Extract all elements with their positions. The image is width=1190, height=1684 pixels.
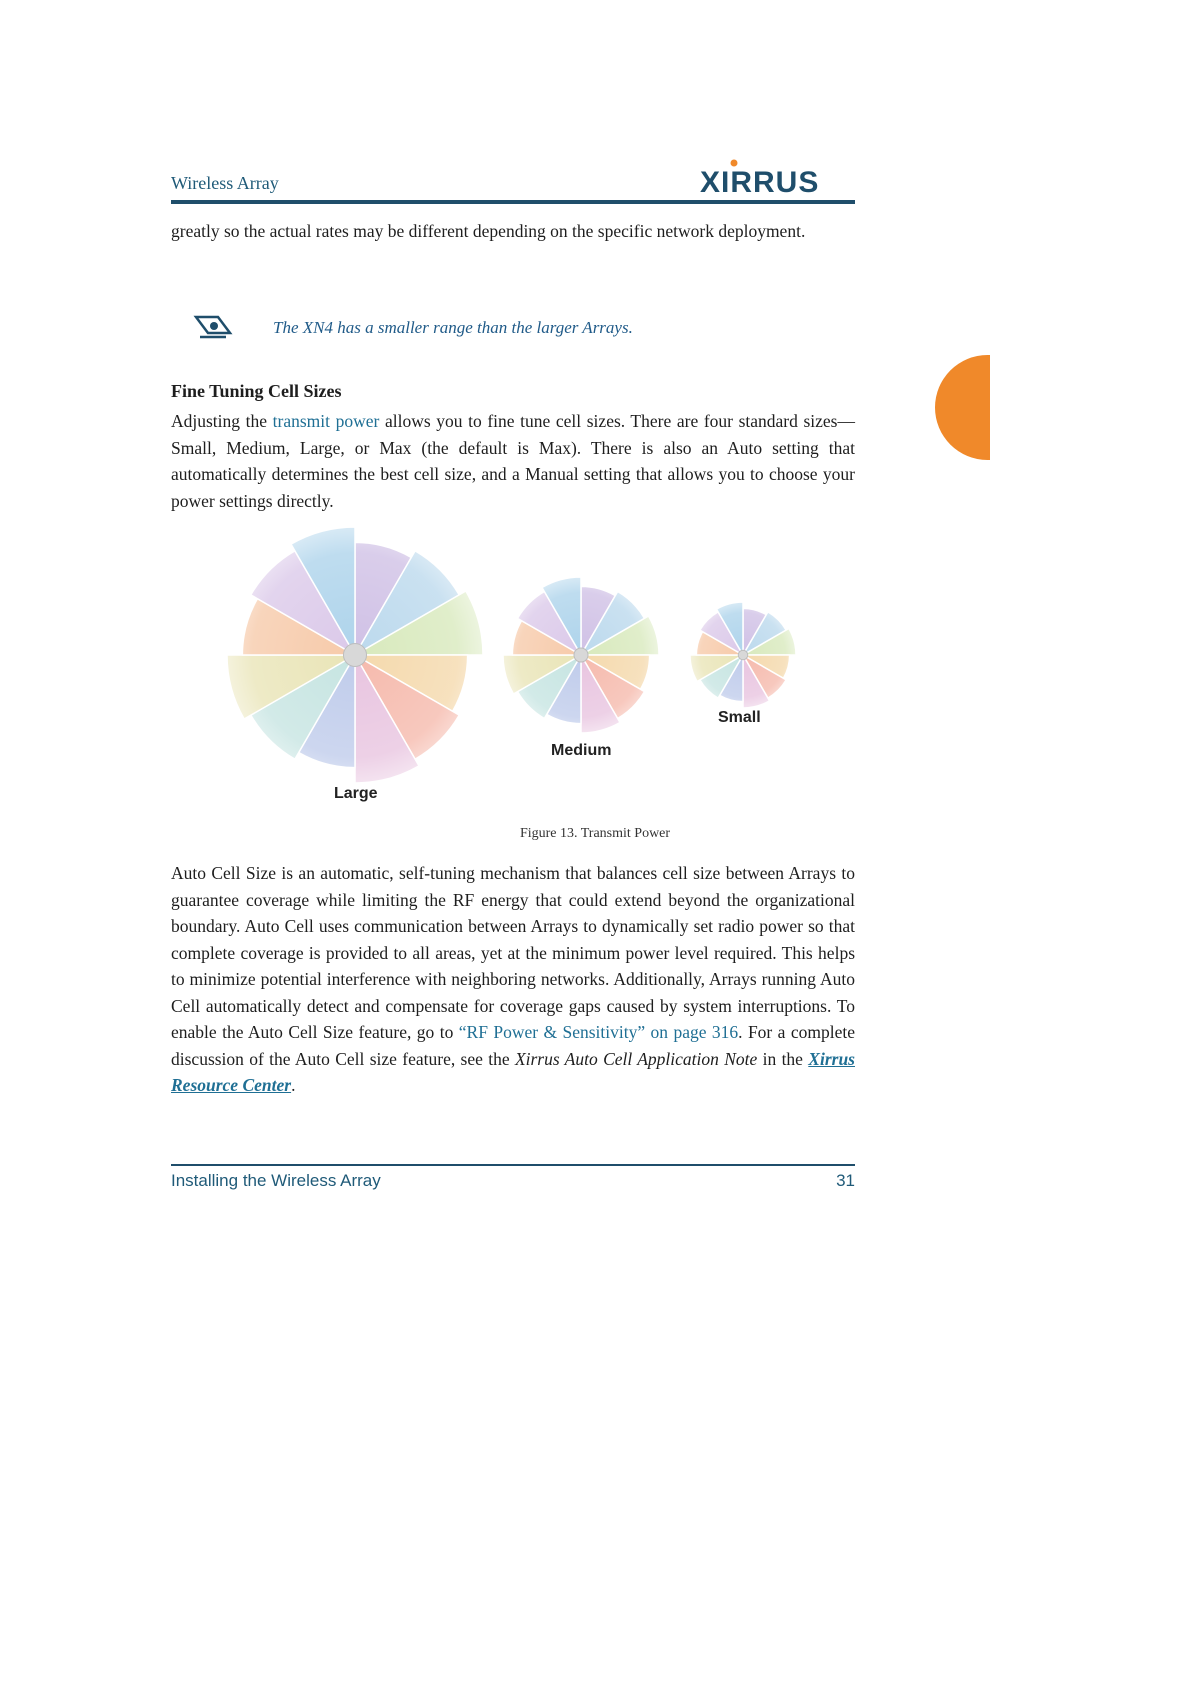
transmit-power-figure <box>171 520 855 820</box>
paragraph-text: in the <box>757 1048 809 1069</box>
medium-cell-graphic <box>503 577 659 733</box>
figure-caption: Figure 13. Transmit Power <box>519 826 671 841</box>
fine-tuning-paragraph <box>171 408 855 514</box>
paragraph-text: allows you to fine tune cell sizes. There are four standard sizes—Small, Medium, Large, or Max (the default is Max). There is also an Auto setting that automatically determines the best cell size, and a Manual setting that allows you to choose your power settings directly. <box>171 411 855 511</box>
paragraph-text: . For a complete discussion of the Auto Cell size feature, see the <box>171 1022 855 1069</box>
section-heading: Fine Tuning Cell Sizes <box>171 381 342 401</box>
footer-rule <box>171 1164 855 1166</box>
paragraph-text: Adjusting the <box>171 411 273 431</box>
resource-center-link[interactable]: Xirrus Resource Center <box>171 1048 855 1095</box>
footer-chapter-title: Installing the Wireless Array <box>171 1171 381 1190</box>
paragraph-text: Auto Cell Size is an automatic, self-tuning mechanism that balances cell size between Arrays to guarantee coverage while limiting the RF energy that could extend beyond the organizational boundary. Auto Cell uses communication between Arrays to dynamically set radio power so that complete coverage is provided to all areas, yet at the minimum power level required. This helps to minimize potential interference with neighboring networks. Additionally, Arrays running Auto Cell automatically detect and compensate for coverage gaps caused by system interruptions. To enable the Auto Cell Size feature, go to <box>171 863 855 1042</box>
auto-cell-paragraph <box>171 860 855 1099</box>
intro-paragraph: greatly so the actual rates may be different depending on the specific network deployment. <box>171 221 806 241</box>
small-cell-graphic <box>690 602 796 708</box>
paragraph-text: . <box>291 1075 296 1095</box>
rf-power-link[interactable]: “RF Power & Sensitivity” on page 316 <box>458 1022 739 1042</box>
note-text: The XN4 has a smaller range than the larger Arrays. <box>273 318 633 337</box>
brand-wordmark: XIRRUS <box>700 166 820 198</box>
small-label: Small <box>718 709 761 726</box>
array-hub <box>343 643 366 666</box>
chapter-tab <box>935 355 990 460</box>
large-label: Large <box>334 785 378 802</box>
transmit-power-link[interactable]: transmit power <box>272 411 380 431</box>
large-cell-graphic <box>227 527 483 783</box>
page-number: 31 <box>836 1171 855 1190</box>
note-pencil-icon <box>192 313 234 341</box>
document-title: Xirrus Auto Cell Application Note <box>514 1048 758 1069</box>
medium-label: Medium <box>551 742 612 759</box>
xirrus-logo <box>700 158 850 198</box>
header-rule <box>171 200 855 204</box>
array-hub <box>738 650 748 660</box>
header-title: Wireless Array <box>171 173 279 193</box>
array-hub <box>574 648 588 662</box>
